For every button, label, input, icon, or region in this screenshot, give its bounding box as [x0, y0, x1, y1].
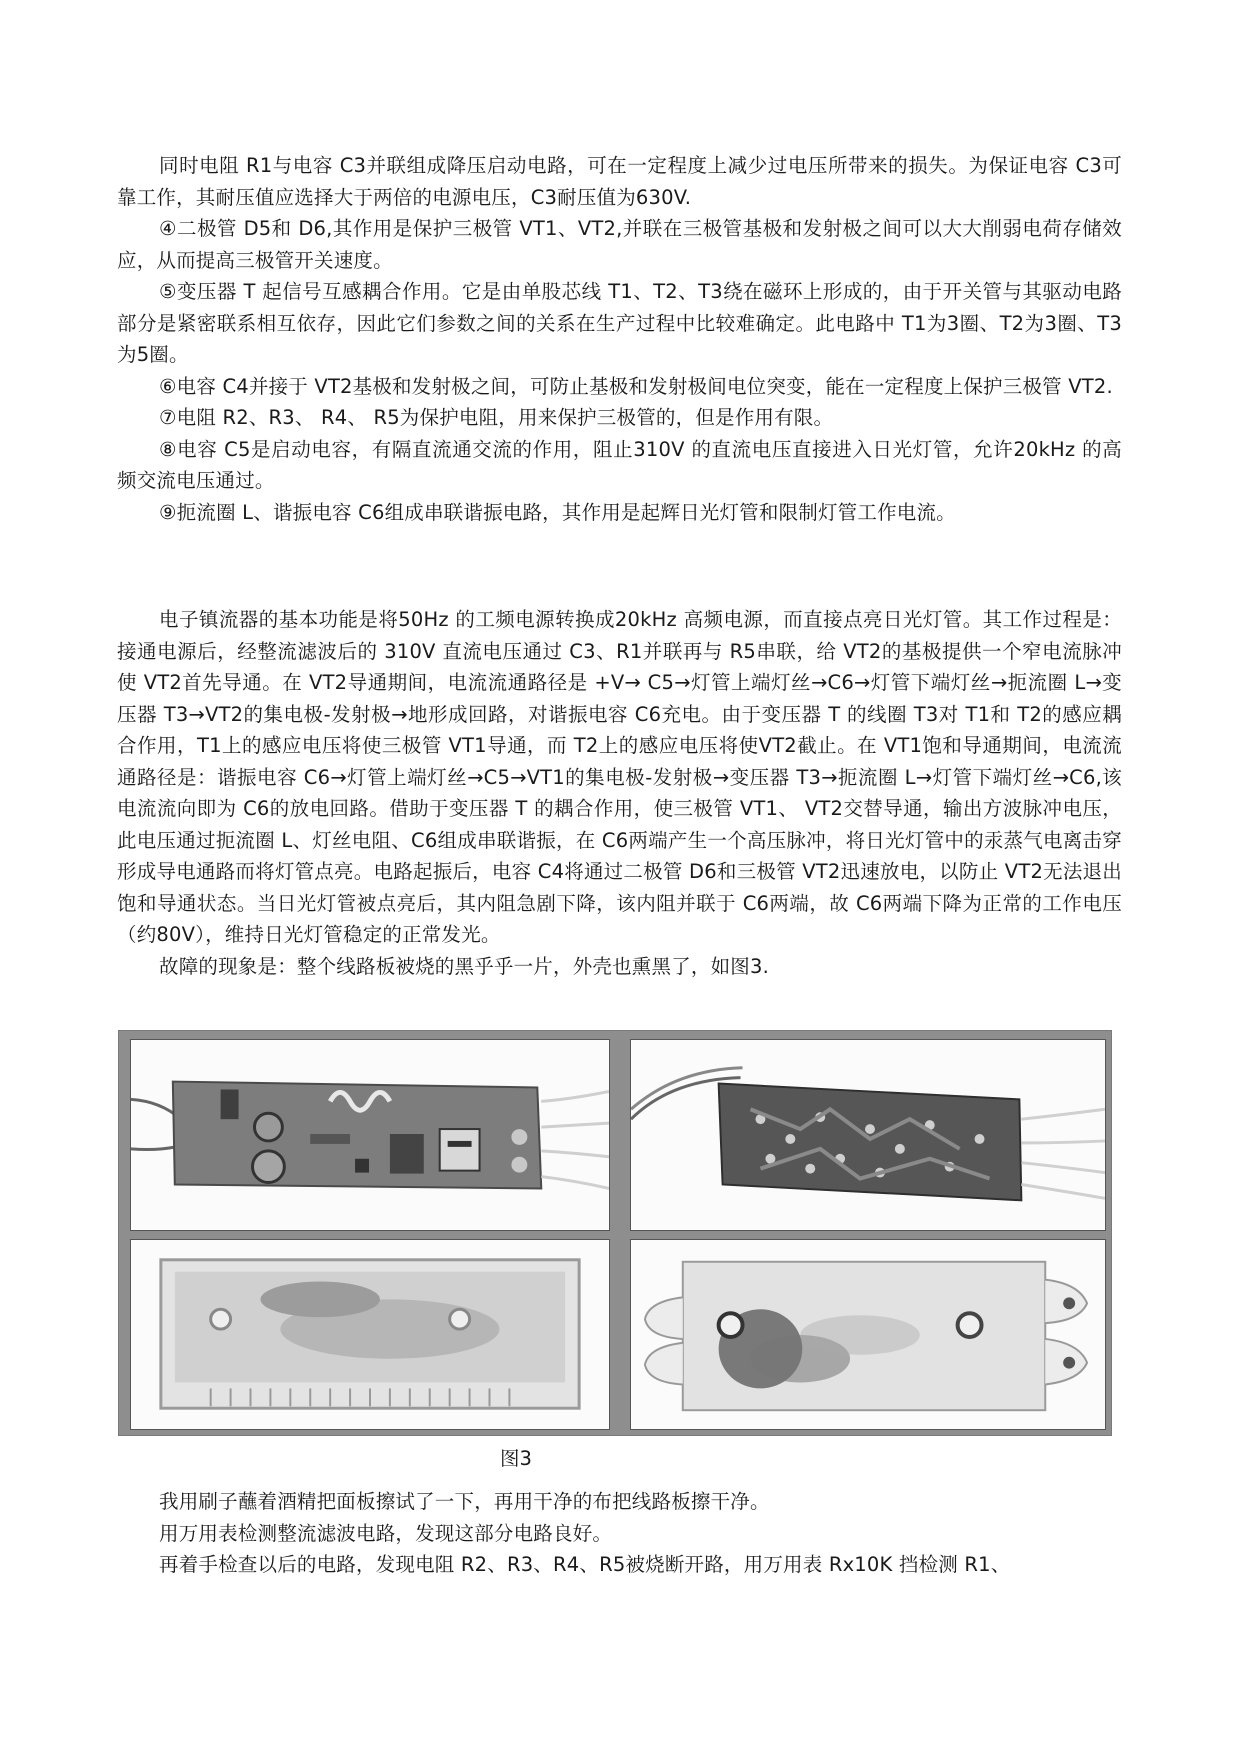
paragraph: ⑨扼流圈 L、谐振电容 C6组成串联谐振电路，其作用是起辉日光灯管和限制灯管工作电流。: [159, 500, 956, 524]
paragraph: ⑥电容 C4并接于 VT2基极和发射极之间，可防止基极和发射极间电位突变，能在一定程度上保护三极管 VT2.: [159, 374, 1113, 398]
photo-pcb-component-side: [130, 1039, 610, 1231]
text-block-bottom: [117, 1486, 1122, 1581]
paragraph: ⑤变压器 T 起信号互感耦合作用。它是由单股芯线 T1、T2、T3绕在磁环上形成的，由于开关管与其驱动电路部分是紧密联系相互依存，因此它们参数之间的关系在生产过程中比较难确定。此电路中 T1为3圈、T2为3圈、T3为5圈。: [117, 280, 1122, 366]
paragraph: 再着手检查以后的电路，发现电阻 R2、R3、R4、R5被烧断开路，用万用表 Rx10K 挡检测 R1、: [159, 1553, 1011, 1576]
text-block-top: [117, 150, 1122, 528]
paragraph: 我用刷子蘸着酒精把面板擦试了一下，再用干净的布把线路板擦干净。: [159, 1490, 770, 1513]
paragraph: 故障的现象是：整个线路板被烧的黑乎乎一片，外壳也熏黑了，如图3.: [159, 954, 770, 978]
text-block-middle: [117, 604, 1122, 982]
paragraph: 用万用表检测整流滤波电路，发现这部分电路良好。: [159, 1521, 613, 1545]
photo-housing-interior: [130, 1239, 610, 1430]
paragraph: ⑧电容 C5是启动电容，有隔直流通交流的作用，阻止310V 的直流电压直接进入日光灯管，允许20kHz 的高频交流电压通过。: [117, 437, 1122, 492]
paragraph: 电子镇流器的基本功能是将50Hz 的工频电源转换成20kHz 高频电源，而直接点亮日光灯管。其工作过程是：接通电源后，经整流滤波后的 310V 直流电压通过 C3、R1并联再与 R5串联，给 VT2的基极提供一个窄电流脉冲使 VT2首先导通。在 VT2导通期间，电流流通路径是 +V→ C5→灯管上端灯丝→C6→灯管下端灯丝→扼流圈 L→变压器 T3→VT2的集电极-发射极→地形成回路，对谐振电容 C6充电。由于变压器 T 的线圈 T3对 T1和 T2的感应耦合作用，T1上的感应电压将使三极管 VT1导通，而 T2上的感应电压将使VT2截止。在 VT1饱和导通期间，电流流通路径是：谐振电容 C6→灯管上端灯丝→C5→VT1的集电极-发射极→变压器 T3→扼流圈 L→灯管下端灯丝→C6,该电流流向即为 C6的放电回路。借助于变压器 T 的耦合作用，使三极管 VT1、 VT2交替导通，输出方波脉冲电压，此电压通过扼流圈 L、灯丝电阻、C6组成串联谐振，在 C6两端产生一个高压脉冲，将日光灯管中的汞蒸气电离击穿形成导电通路而将灯管点亮。电路起振后，电容 C4将通过二极管 D6和三极管 VT2迅速放电，以防止 VT2无法退出饱和导通状态。当日光灯管被点亮后，其内阻急剧下降，该内阻并联于 C6两端，故 C6两端下降为正常的工作电压（约80V），维持日光灯管稳定的正常发光。: [117, 608, 1122, 946]
paragraph: ④二极管 D5和 D6,其作用是保护三极管 VT1、VT2,并联在三极管基极和发射极之间可以大大削弱电荷存储效应，从而提高三极管开关速度。: [117, 217, 1122, 272]
paragraph: ⑦电阻 R2、R3、 R4、 R5为保护电阻，用来保护三极管的，但是作用有限。: [159, 406, 834, 429]
photo-cover-burn-marks: [630, 1239, 1106, 1430]
figure-caption: 图3: [500, 1447, 532, 1470]
photo-pcb-solder-side: [630, 1039, 1106, 1231]
figure-3: [118, 1030, 1112, 1436]
paragraph: 同时电阻 R1与电容 C3并联组成降压启动电路，可在一定程度上减少过电压所带来的损失。为保证电容 C3可靠工作，其耐压值应选择大于两倍的电源电压，C3耐压值为630V.: [117, 154, 1122, 209]
